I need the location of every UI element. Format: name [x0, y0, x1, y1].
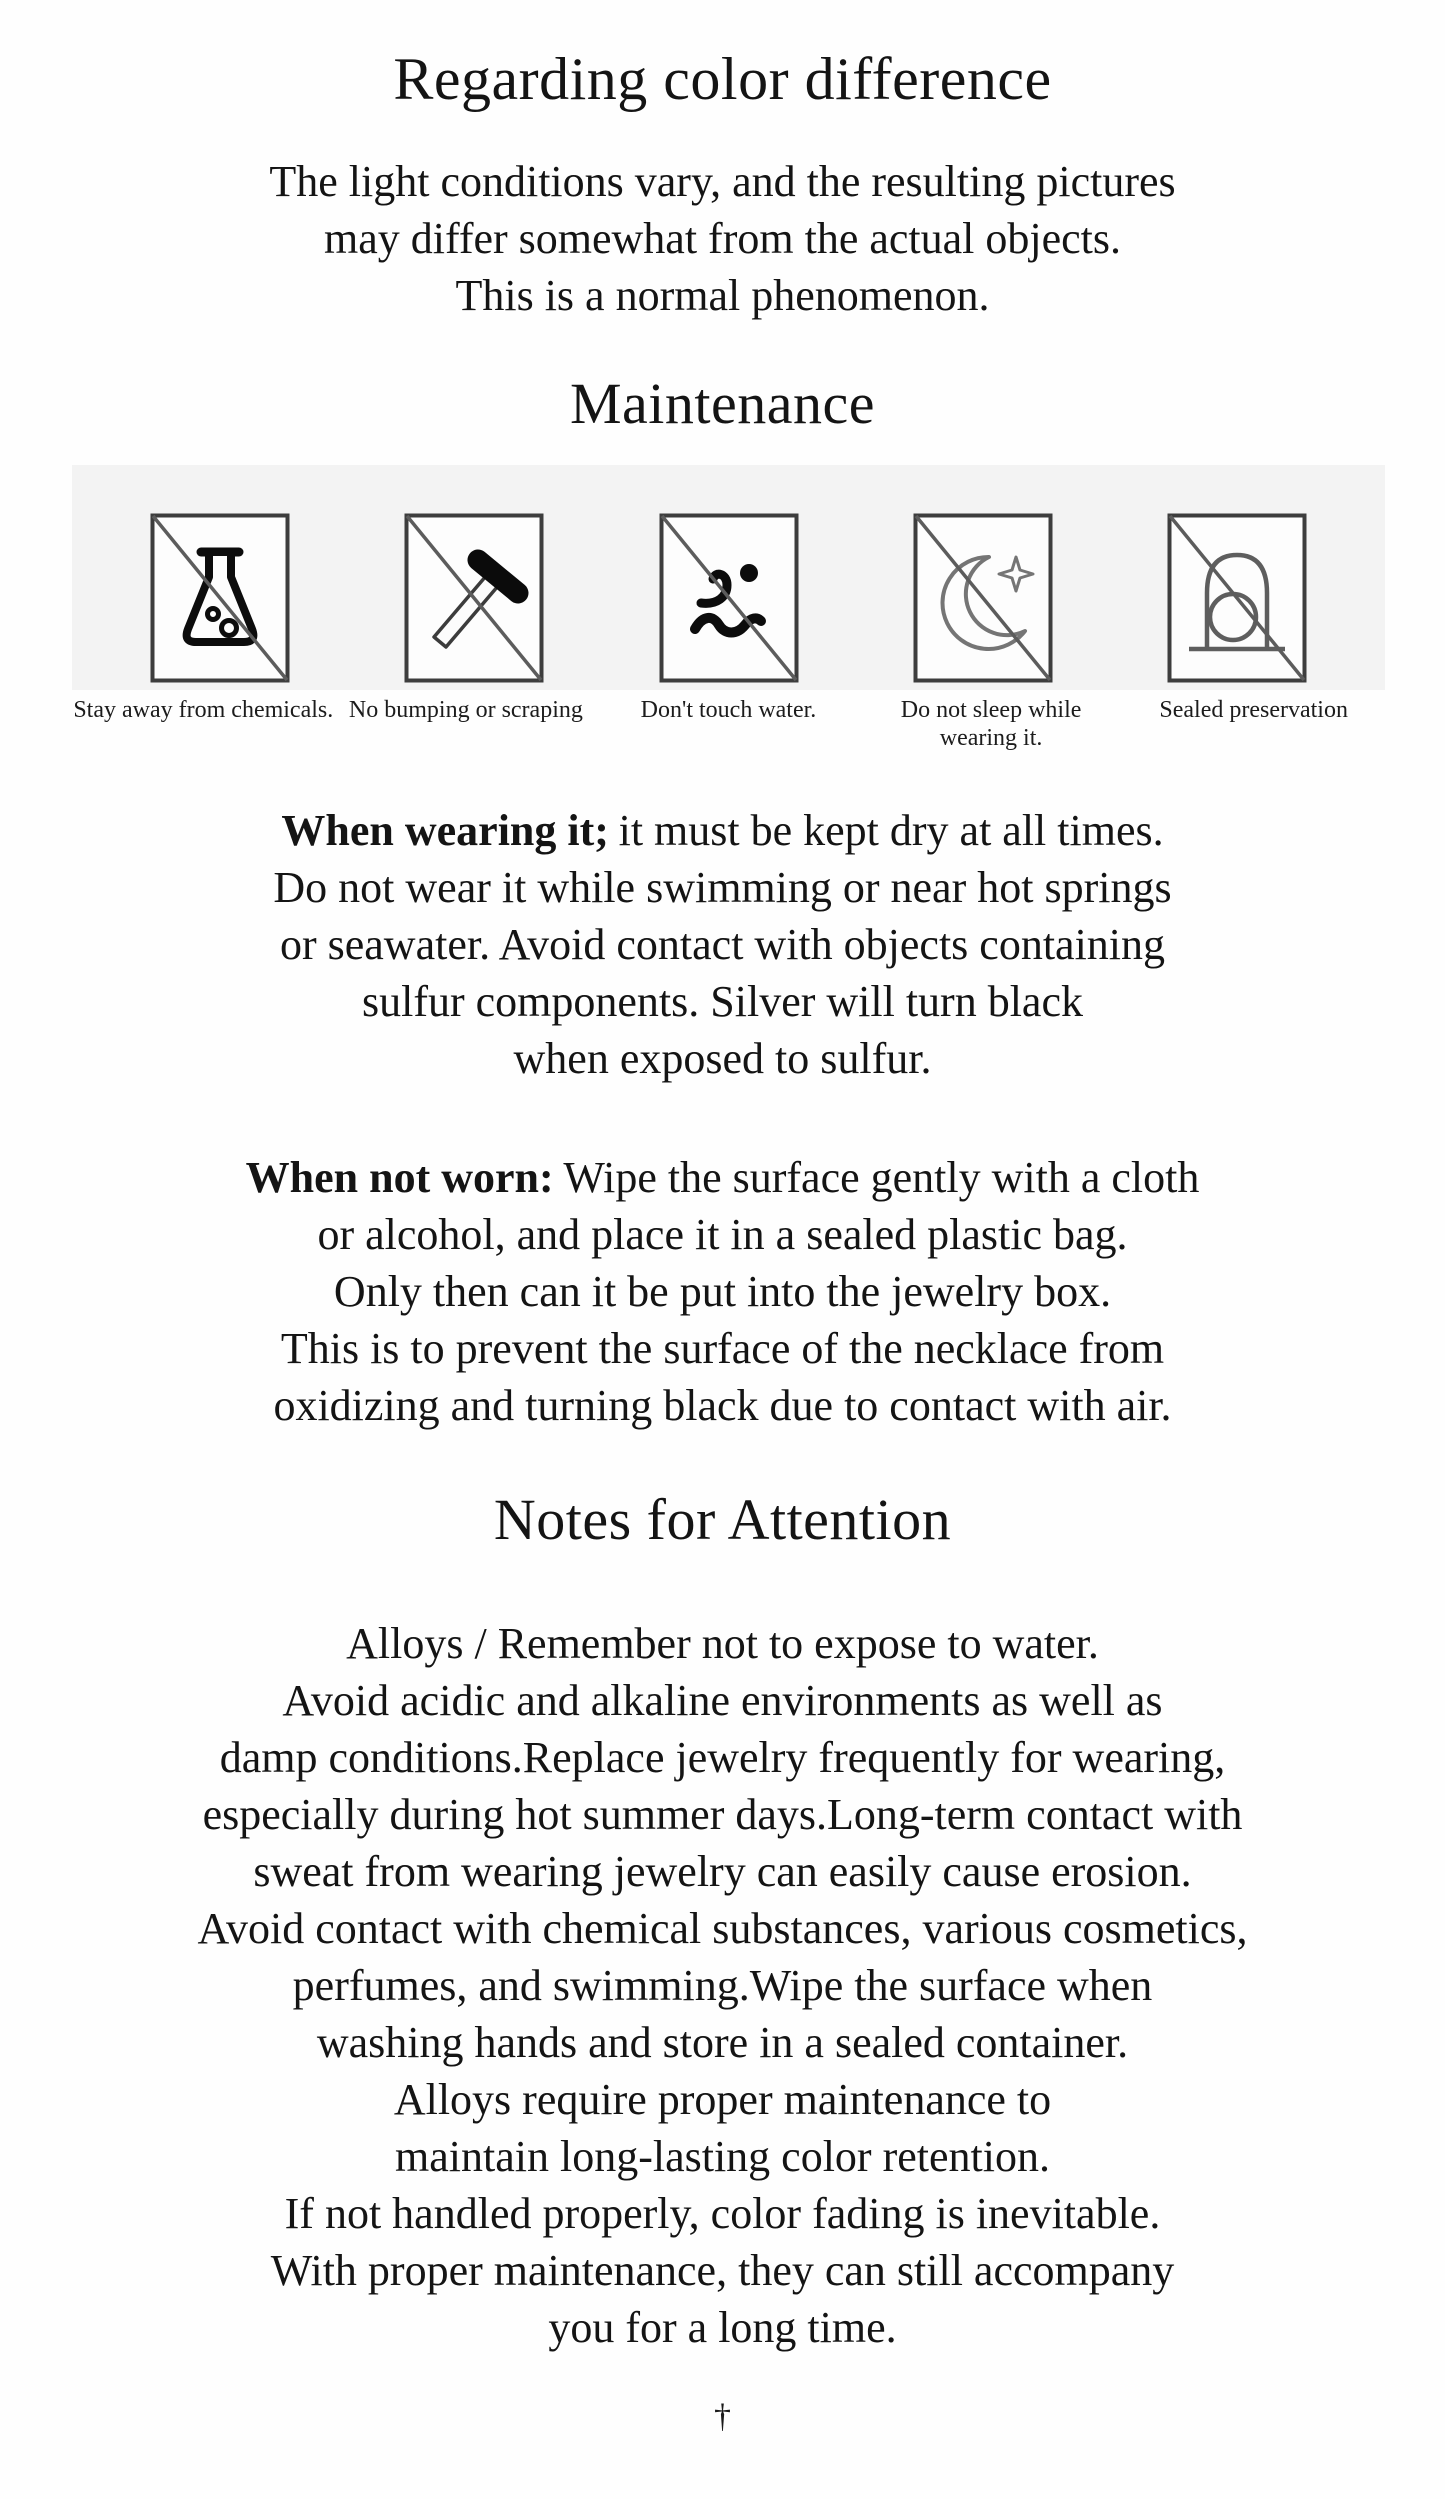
when-not-worn-line: oxidizing and turning black due to contact with air. [273, 1380, 1172, 1430]
dagger-symbol: † [714, 2397, 731, 2435]
notes-line: damp conditions.Replace jewelry frequently for wearing, [219, 1732, 1226, 1782]
no-bumping-frame [404, 513, 544, 683]
no-sleep-frame [913, 513, 1053, 683]
when-not-worn-line: or alcohol, and place it in a sealed plastic bag. [317, 1209, 1128, 1259]
icon-caption: Don't touch water. [640, 696, 817, 723]
when-wearing-line: when exposed to sulfur. [513, 1033, 932, 1083]
sealed-preservation-frame [1167, 513, 1307, 683]
no-chemicals-frame [150, 513, 290, 683]
when-not-worn-line: Only then can it be put into the jewelry box. [333, 1266, 1112, 1316]
when-wearing-paragraph [0, 802, 1445, 1087]
notes-line: Avoid contact with chemical substances, various cosmetics, [197, 1903, 1248, 1953]
notes-line: sweat from wearing jewelry can easily cause erosion. [253, 1846, 1192, 1896]
when-wearing-line: Do not wear it while swimming or near hot springs [273, 862, 1172, 912]
when-wearing-line: sulfur components. Silver will turn black [362, 976, 1083, 1026]
maintenance-icon-band [72, 465, 1385, 690]
when-not-worn-lead: When not worn: [245, 1152, 554, 1202]
notes-line: If not handled properly, color fading is inevitable. [284, 2188, 1161, 2238]
when-not-worn-line: This is to prevent the surface of the necklace from [280, 1323, 1165, 1373]
no-chemicals-icon [150, 513, 290, 683]
intro-text [0, 153, 1445, 324]
maintenance-captions [72, 696, 1385, 752]
no-sleep-icon [913, 513, 1053, 683]
notes-line: perfumes, and swimming.Wipe the surface when [292, 1960, 1153, 2010]
when-wearing-lead: When wearing it; [281, 805, 609, 855]
notes-line: washing hands and store in a sealed container. [316, 2017, 1129, 2067]
notes-line: especially during hot summer days.Long-term contact with [202, 1789, 1243, 1839]
notes-line: Alloys require proper maintenance to [393, 2074, 1052, 2124]
icon-caption: Sealed preservation [1159, 696, 1348, 723]
notes-heading: Notes for Attention [493, 1486, 952, 1552]
intro-line: The light conditions vary, and the resulting pictures [269, 157, 1176, 206]
maintenance-heading: Maintenance [569, 371, 875, 436]
intro-line: may differ somewhat from the actual objects. [323, 214, 1122, 263]
no-bumping-icon [404, 513, 544, 683]
when-not-worn-paragraph [0, 1149, 1445, 1434]
care-instructions-page [0, 48, 1445, 2436]
notes-line: Avoid acidic and alkaline environments as well as [282, 1675, 1163, 1725]
page-title: Regarding color difference [393, 46, 1052, 112]
when-wearing-line: it must be kept dry at all times. [618, 805, 1164, 855]
icon-caption: No bumping or scraping [348, 696, 583, 723]
icon-caption: Do not sleep while wearing it. [900, 696, 1082, 751]
notes-line: you for a long time. [548, 2302, 897, 2352]
when-not-worn-line: Wipe the surface gently with a cloth [563, 1152, 1200, 1202]
when-not-worn-first-line [0, 1149, 1445, 1206]
notes-line: Alloys / Remember not to expose to water. [346, 1618, 1099, 1668]
when-wearing-line: or seawater. Avoid contact with objects containing [279, 919, 1166, 969]
sealed-preservation-icon [1167, 513, 1307, 683]
when-wearing-first-line [0, 802, 1445, 859]
no-water-icon [659, 513, 799, 683]
no-water-frame [659, 513, 799, 683]
intro-line: This is a normal phenomenon. [455, 271, 990, 320]
notes-line: With proper maintenance, they can still accompany [270, 2245, 1175, 2295]
icon-caption: Stay away from chemicals. [73, 696, 334, 723]
notes-line: maintain long-lasting color retention. [395, 2131, 1050, 2181]
notes-paragraph [0, 1615, 1445, 2356]
